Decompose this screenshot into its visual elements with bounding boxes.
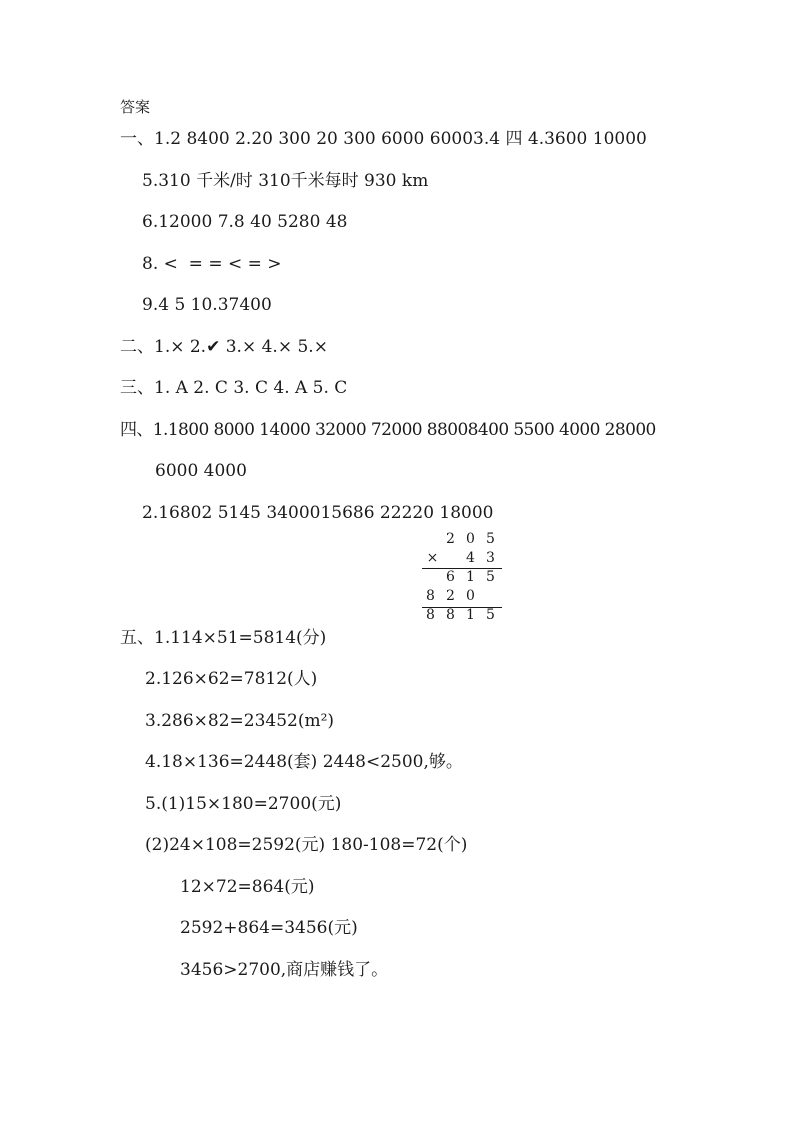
section4-line1: 四、1.1800 8000 14000 32000 72000 88008400 5500 4000 28000 (120, 420, 656, 440)
page-title: 答案 (120, 98, 151, 116)
calc-digit: 2 (446, 588, 455, 604)
section1-line4: 8. < = = < = > (142, 254, 282, 274)
section1-line1: 一、1.2 8400 2.20 300 20 300 6000 60003.4 四 4.3600 10000 (120, 129, 647, 149)
calc-row-result (422, 606, 504, 625)
section1-line5: 9.4 5 10.37400 (142, 295, 272, 315)
calc-digit: 2 (446, 531, 455, 547)
section4-line3: 2.16802 5145 3400015686 22220 18000 (142, 503, 494, 523)
section2-line1: 二、1.× 2.✔ 3.× 4.× 5.× (120, 337, 328, 357)
calc-digit: 0 (466, 531, 475, 547)
section3-line1: 三、1. A 2. C 3. C 4. A 5. C (120, 378, 348, 398)
calc-row-multiplicand (422, 530, 504, 549)
calc-digit: 4 (466, 550, 475, 566)
section5-line5: 5.(1)15×180=2700(元) (145, 794, 342, 814)
calc-digit: 1 (466, 607, 475, 623)
section4-line2: 6000 4000 (155, 461, 247, 481)
section1-line2: 5.310 千米/时 310千米每时 930 km (142, 171, 429, 191)
section5-line1: 五、1.114×51=5814(分) (120, 628, 327, 648)
section5-line8: 2592+864=3456(元) (180, 918, 358, 938)
calc-operator: × (426, 550, 439, 566)
section5-line4: 4.18×136=2448(套) 2448<2500,够。 (145, 752, 463, 772)
calc-digit: 5 (486, 607, 495, 623)
vertical-multiplication (422, 530, 504, 625)
section1-line3: 6.12000 7.8 40 5280 48 (142, 212, 348, 232)
calc-digit: 8 (426, 607, 435, 623)
calc-digit: 5 (486, 531, 495, 547)
section5-line7: 12×72=864(元) (180, 877, 315, 897)
calc-digit: 5 (486, 569, 495, 585)
calc-digit: 1 (466, 569, 475, 585)
calc-digit: 0 (466, 588, 475, 604)
section5-line6: (2)24×108=2592(元) 180-108=72(个) (145, 835, 468, 855)
section5-line2: 2.126×62=7812(人) (145, 669, 318, 689)
calc-digit: 8 (426, 588, 435, 604)
calc-row-partial2 (422, 587, 504, 606)
calc-digit: 8 (446, 607, 455, 623)
calc-row-multiplier (422, 549, 504, 568)
calc-digit: 6 (446, 569, 455, 585)
calc-digit: 3 (486, 550, 495, 566)
calc-row-partial1 (422, 568, 504, 587)
section5-line3: 3.286×82=23452(m²) (145, 711, 335, 731)
section5-line9: 3456>2700,商店赚钱了。 (180, 960, 389, 980)
